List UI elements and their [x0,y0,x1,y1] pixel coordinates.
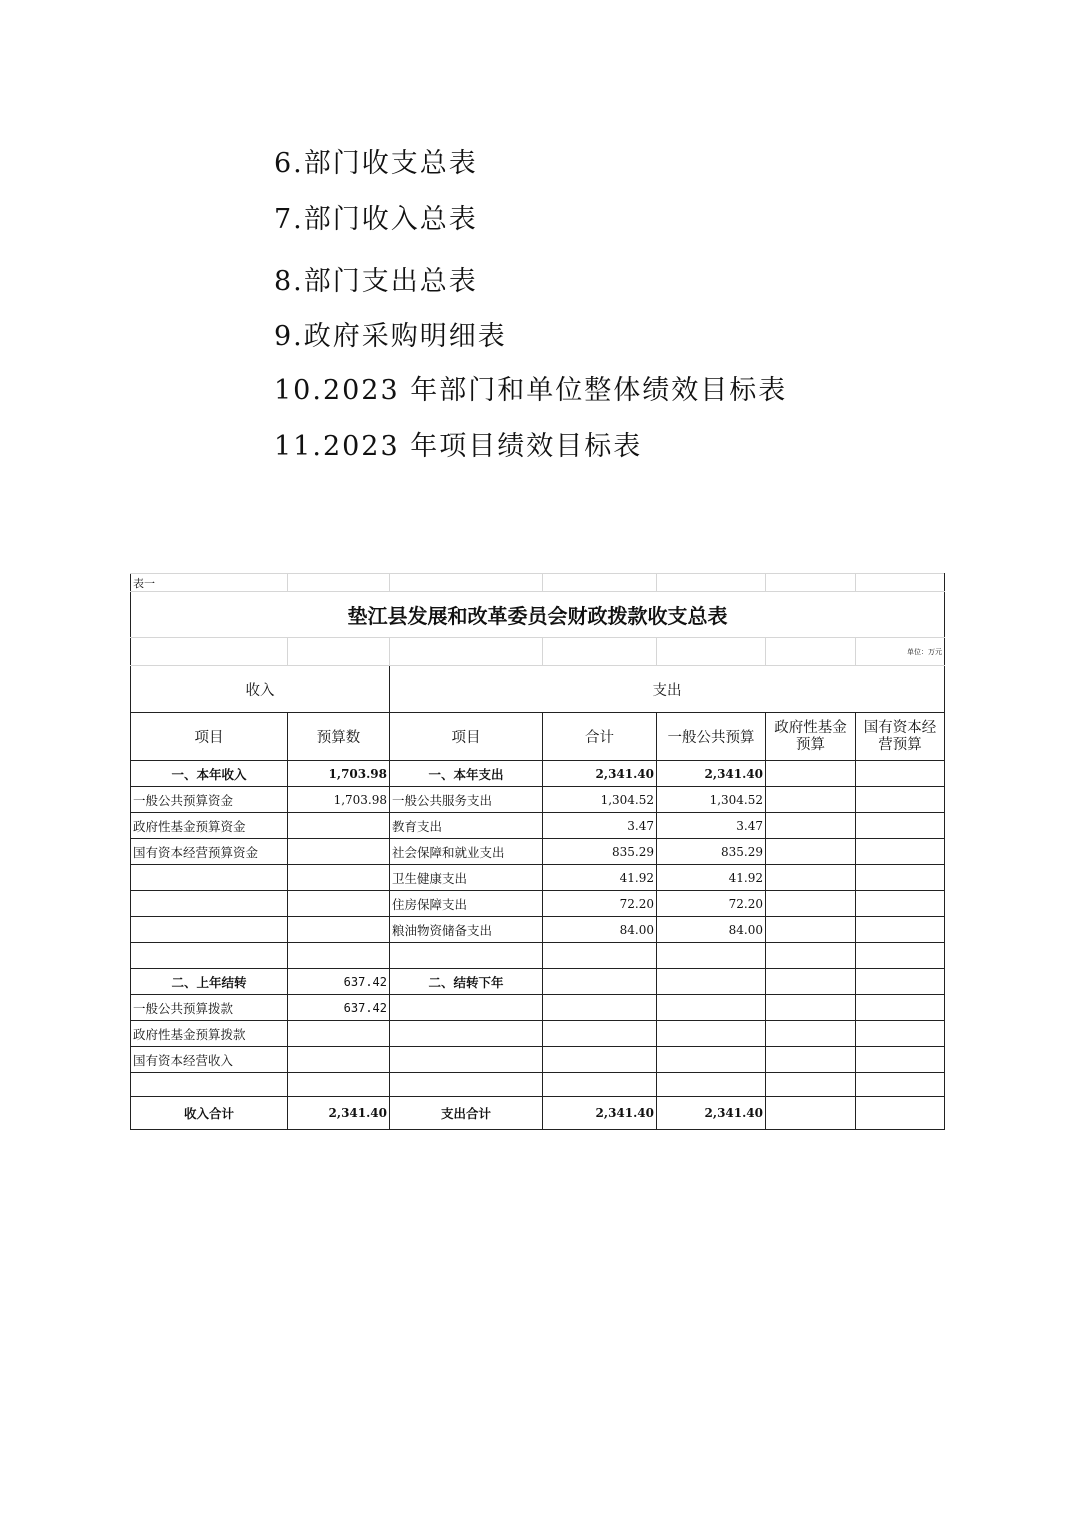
table-row [131,1021,945,1047]
income-budget-cell [288,891,390,917]
income-budget-cell [288,1047,390,1073]
gov-fund-cell [766,787,856,813]
total-cell: 1,304.52 [543,787,657,813]
income-item-cell: 政府性基金预算资金 [131,813,288,839]
expense-item-cell: 一般公共服务支出 [390,787,543,813]
expense-item-cell: 一、本年支出 [390,761,543,787]
gov-fund-cell [766,865,856,891]
state-capital-cell [856,969,945,995]
general-cell: 835.29 [657,839,766,865]
total-cell: 3.47 [543,813,657,839]
gov-fund-cell [766,813,856,839]
income-budget-header: 预算数 [288,713,390,761]
income-budget-cell [288,1073,390,1097]
table-title: 垫江县发展和改革委员会财政拨款收支总表 [131,592,945,638]
gov-fund-cell [766,943,856,969]
income-item-cell: 一般公共预算资金 [131,787,288,813]
gov-fund-total-value [766,1097,856,1130]
state-capital-cell [856,1047,945,1073]
state-capital-cell [856,891,945,917]
table-unit-row [131,638,945,666]
income-item-header: 项目 [131,713,288,761]
state-capital-cell [856,839,945,865]
general-cell [657,1021,766,1047]
gov-fund-header: 政府性基金预算 [766,713,856,761]
total-cell [543,1047,657,1073]
gov-fund-cell [766,1073,856,1097]
table-title-row [131,592,945,638]
total-cell [543,995,657,1021]
general-cell [657,995,766,1021]
income-header: 收入 [131,666,390,713]
toc-item: 10.2023 年部门和单位整体绩效目标表 [274,375,788,406]
income-budget-cell: 637.42 [288,995,390,1021]
header-group-row [131,666,945,713]
gov-fund-cell [766,995,856,1021]
state-capital-cell [856,917,945,943]
table-row [131,813,945,839]
income-budget-cell [288,917,390,943]
income-item-cell [131,917,288,943]
general-cell: 3.47 [657,813,766,839]
income-budget-cell: 637.42 [288,969,390,995]
state-capital-cell [856,865,945,891]
total-cell: 835.29 [543,839,657,865]
income-item-cell [131,891,288,917]
expense-item-cell [390,995,543,1021]
income-budget-cell [288,943,390,969]
toc-item: 9.政府采购明细表 [274,321,507,352]
table-row [131,891,945,917]
state-capital-cell [856,813,945,839]
toc-item: 11.2023 年项目绩效目标表 [274,431,643,462]
expense-total-label: 支出合计 [390,1097,543,1130]
total-cell: 2,341.40 [543,761,657,787]
toc-item: 7.部门收入总表 [274,204,478,235]
table-row [131,1073,945,1097]
expense-total-value: 2,341.40 [543,1097,657,1130]
general-cell: 41.92 [657,865,766,891]
general-cell: 72.20 [657,891,766,917]
toc-item: 6.部门收支总表 [274,148,478,179]
income-item-cell: 国有资本经营收入 [131,1047,288,1073]
total-cell [543,969,657,995]
state-capital-cell [856,1021,945,1047]
total-cell: 41.92 [543,865,657,891]
table-row [131,865,945,891]
income-item-cell [131,1073,288,1097]
expense-item-cell: 卫生健康支出 [390,865,543,891]
table-row [131,969,945,995]
table-row [131,943,945,969]
income-budget-cell [288,1021,390,1047]
table-row [131,917,945,943]
expense-item-cell [390,943,543,969]
income-budget-cell [288,813,390,839]
income-budget-cell: 1,703.98 [288,787,390,813]
expense-item-header: 项目 [390,713,543,761]
table-tag-row [131,574,945,592]
state-capital-header: 国有资本经营预算 [856,713,945,761]
income-item-cell [131,943,288,969]
state-capital-total-value [856,1097,945,1130]
state-capital-cell [856,943,945,969]
income-item-cell [131,865,288,891]
income-budget-cell [288,839,390,865]
table-footer-row [131,1097,945,1130]
income-item-cell: 政府性基金预算拨款 [131,1021,288,1047]
expense-item-cell: 教育支出 [390,813,543,839]
total-cell: 72.20 [543,891,657,917]
expense-item-cell: 住房保障支出 [390,891,543,917]
income-item-cell: 国有资本经营预算资金 [131,839,288,865]
table-row [131,995,945,1021]
table-tag: 表一 [131,574,288,592]
expense-item-cell: 粮油物资储备支出 [390,917,543,943]
state-capital-cell [856,1073,945,1097]
total-cell [543,1021,657,1047]
total-cell [543,943,657,969]
general-budget-header: 一般公共预算 [657,713,766,761]
table-row [131,787,945,813]
unit-label: 单位：万元 [856,638,945,666]
expense-header: 支出 [390,666,945,713]
gov-fund-cell [766,839,856,865]
expense-item-cell [390,1047,543,1073]
income-item-cell: 一、本年收入 [131,761,288,787]
table-row [131,761,945,787]
state-capital-cell [856,761,945,787]
toc-item: 8.部门支出总表 [274,266,478,297]
expense-item-cell: 社会保障和就业支出 [390,839,543,865]
gov-fund-cell [766,969,856,995]
income-total-value: 2,341.40 [288,1097,390,1130]
general-cell: 84.00 [657,917,766,943]
income-item-cell: 二、上年结转 [131,969,288,995]
general-cell [657,1047,766,1073]
general-cell: 1,304.52 [657,787,766,813]
state-capital-cell [856,995,945,1021]
total-cell [543,1073,657,1097]
budget-summary-table [130,573,945,1130]
gov-fund-cell [766,761,856,787]
table-row [131,839,945,865]
expense-item-cell: 二、结转下年 [390,969,543,995]
expense-item-cell [390,1021,543,1047]
income-item-cell: 一般公共预算拨款 [131,995,288,1021]
income-total-label: 收入合计 [131,1097,288,1130]
income-budget-cell: 1,703.98 [288,761,390,787]
general-total-value: 2,341.40 [657,1097,766,1130]
total-header: 合计 [543,713,657,761]
state-capital-cell [856,787,945,813]
gov-fund-cell [766,1047,856,1073]
expense-item-cell [390,1073,543,1097]
general-cell [657,943,766,969]
header-column-row [131,713,945,761]
income-budget-cell [288,865,390,891]
gov-fund-cell [766,917,856,943]
gov-fund-cell [766,891,856,917]
total-cell: 84.00 [543,917,657,943]
general-cell [657,1073,766,1097]
gov-fund-cell [766,1021,856,1047]
general-cell [657,969,766,995]
table-row [131,1047,945,1073]
general-cell: 2,341.40 [657,761,766,787]
